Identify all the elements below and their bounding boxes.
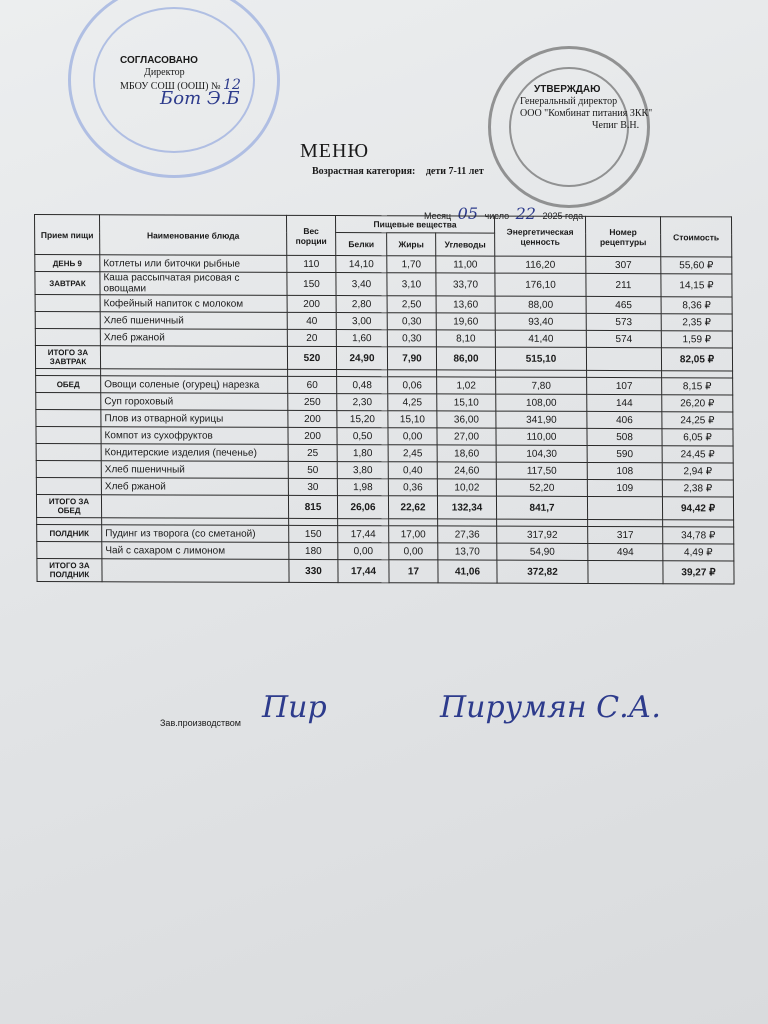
menu-table [34,214,735,584]
cost-cell: 8,36 ₽ [661,297,732,314]
protein-cell: 24,90 [336,347,387,370]
energy-cell: 116,20 [495,256,586,273]
table-total-row [37,559,734,584]
weight-cell: 520 [287,346,336,369]
carbs-cell: 24,60 [437,462,496,479]
table-total-row [35,346,732,371]
protein-cell: 2,30 [337,394,388,411]
approval-agreed-org: МБОУ СОШ (ООШ) № [120,81,221,92]
table-total-row [36,495,733,520]
approval-agreed-signature: Бот Э.Б [160,88,240,109]
meal-cell [36,427,101,444]
carbs-cell: 15,10 [437,394,496,411]
energy-cell: 108,00 [496,394,587,411]
meal-cell [36,444,101,461]
energy-cell: 54,90 [497,543,588,560]
fat-cell: 0,30 [387,313,436,330]
protein-cell: 0,48 [337,377,388,394]
recipe-cell: 109 [587,479,662,496]
approval-approved-org: ООО "Комбинат питания ЗКК" [520,108,653,119]
recipe-cell: 107 [587,377,662,394]
weight-cell: 180 [289,542,338,559]
protein-cell: 1,60 [336,330,387,347]
carbs-cell: 8,10 [436,330,495,347]
protein-cell: 26,06 [337,496,388,519]
energy-cell: 104,30 [496,445,587,462]
carbs-cell: 13,60 [436,296,495,313]
fat-cell: 17 [389,560,438,583]
weight-cell: 200 [287,295,336,312]
weight-cell: 40 [287,312,336,329]
age-category-value: дети 7-11 лет [425,166,484,177]
recipe-cell: 590 [587,445,662,462]
recipe-cell: 307 [586,256,661,273]
meal-cell [35,329,100,346]
energy-cell: 841,7 [496,496,587,519]
dish-cell: Хлеб ржаной [101,478,288,496]
menu-table-sheet [34,214,735,584]
document-title: МЕНЮ [300,140,369,162]
protein-cell: 1,98 [337,479,388,496]
recipe-cell: 494 [588,543,663,560]
dish-cell: Кондитерские изделия (печенье) [101,444,288,462]
cost-cell: 2,94 ₽ [662,463,733,480]
header-meal: Прием пищи [35,215,100,255]
carbs-cell: 27,36 [438,526,497,543]
carbs-cell: 18,60 [437,445,496,462]
signature-label: Зав.производством [160,718,241,728]
cost-cell: 14,15 ₽ [661,274,732,297]
cost-cell: 26,20 ₽ [662,395,733,412]
carbs-cell: 27,00 [437,428,496,445]
header-cost: Стоимость [660,217,731,257]
energy-cell: 515,10 [495,347,586,370]
carbs-cell: 11,00 [436,256,495,273]
cost-cell: 82,05 ₽ [661,348,732,371]
energy-cell: 110,00 [496,428,587,445]
approval-agreed-heading: СОГЛАСОВАНО [120,55,198,66]
approval-approved-block [520,84,652,132]
meal-cell [35,295,100,312]
month-label: Месяц [424,211,452,221]
cost-cell: 1,59 ₽ [661,331,732,348]
protein-cell: 0,00 [338,543,389,560]
carbs-cell: 1,02 [437,377,496,394]
fat-cell: 0,36 [388,479,437,496]
dish-cell [102,559,289,583]
protein-cell: 3,40 [336,273,387,296]
fat-cell: 2,50 [387,296,436,313]
weight-cell: 250 [288,393,337,410]
recipe-cell: 406 [587,411,662,428]
fat-cell: 0,00 [388,428,437,445]
recipe-cell [588,560,663,583]
energy-cell: 7,80 [496,377,587,394]
cost-cell: 4,49 ₽ [663,544,734,561]
energy-cell: 372,82 [497,560,588,583]
age-category [312,166,484,177]
fat-cell: 0,00 [389,543,438,560]
dish-cell: Овощи соленые (огурец) нарезка [101,376,288,394]
age-category-label: Возрастная категория: [312,166,416,177]
energy-cell: 41,40 [495,330,586,347]
fat-cell: 22,62 [388,496,437,519]
dish-cell: Хлеб пшеничный [100,312,287,330]
dish-cell: Хлеб ржаной [100,329,287,347]
energy-cell: 176,10 [495,273,586,296]
recipe-cell [586,347,661,370]
recipe-cell: 144 [587,394,662,411]
header-fat: Жиры [387,233,436,256]
dish-cell: Чай с сахаром с лимоном [102,542,289,560]
table-row [35,272,732,297]
cost-cell: 24,45 ₽ [662,446,733,463]
carbs-cell: 19,60 [436,313,495,330]
day-label: число [484,211,510,221]
approval-agreed-org-number: 12 [223,77,241,93]
meal-cell [37,542,102,559]
energy-cell: 93,40 [495,313,586,330]
dish-cell: Хлеб пшеничный [101,461,288,479]
protein-cell: 3,80 [337,462,388,479]
approval-approved-role: Генеральный директор [520,96,618,107]
weight-cell: 30 [288,478,337,495]
energy-cell: 88,00 [495,296,586,313]
approval-agreed-role: Директор [144,67,185,78]
cost-cell: 55,60 ₽ [661,257,732,274]
approval-agreed-block [120,55,241,109]
cost-cell: 94,42 ₽ [662,497,733,520]
protein-cell: 17,44 [338,560,389,583]
protein-cell: 2,80 [336,296,387,313]
carbs-cell: 132,34 [437,496,496,519]
fat-cell: 0,30 [387,330,436,347]
fat-cell: 3,10 [387,273,436,296]
recipe-cell: 573 [586,313,661,330]
header-dish: Наименование блюда [100,215,287,256]
signature-mark: Пир [262,690,327,725]
fat-cell: 17,00 [389,526,438,543]
header-protein: Белки [336,233,387,256]
recipe-cell: 465 [586,296,661,313]
fat-cell: 4,25 [388,394,437,411]
dish-cell: Каша рассыпчатая рисовая с овощами [100,272,287,296]
dish-cell [100,346,287,370]
energy-cell: 341,90 [496,411,587,428]
cost-cell: 2,35 ₽ [661,314,732,331]
header-nutrients: Пищевые вещества [335,216,494,234]
cost-cell: 6,05 ₽ [662,429,733,446]
recipe-cell: 211 [586,273,661,296]
recipe-cell: 108 [587,462,662,479]
year-value: 2025 года [542,211,584,221]
cost-cell: 34,78 ₽ [663,527,734,544]
cost-cell: 39,27 ₽ [663,561,734,584]
energy-cell: 52,20 [496,479,587,496]
meal-cell: ИТОГО ЗА ОБЕД [36,495,101,518]
meal-cell: ПОЛДНИК [37,525,102,542]
weight-cell: 25 [288,444,337,461]
dish-cell: Плов из отварной курицы [101,410,288,428]
carbs-cell: 10,02 [437,479,496,496]
carbs-cell: 33,70 [436,273,495,296]
meal-cell [35,312,100,329]
protein-cell: 15,20 [337,411,388,428]
weight-cell: 815 [288,495,337,518]
recipe-cell: 508 [587,428,662,445]
fat-cell: 0,06 [388,377,437,394]
cost-cell: 2,38 ₽ [662,480,733,497]
menu-table-body [35,255,734,584]
carbs-cell: 36,00 [437,411,496,428]
cost-cell: 24,25 ₽ [662,412,733,429]
protein-cell: 17,44 [338,526,389,543]
fat-cell: 2,45 [388,445,437,462]
recipe-cell: 317 [588,526,663,543]
energy-cell: 117,50 [496,462,587,479]
carbs-cell: 86,00 [436,347,495,370]
header-energy: Энергетическая ценность [494,216,585,256]
protein-cell: 1,80 [337,445,388,462]
weight-cell: 50 [288,461,337,478]
protein-cell: 0,50 [337,428,388,445]
carbs-cell: 13,70 [438,543,497,560]
header-carbs: Углеводы [436,233,495,256]
fat-cell: 15,10 [388,411,437,428]
meal-cell: ОБЕД [36,376,101,393]
fat-cell: 1,70 [387,256,436,273]
meal-cell [36,461,101,478]
day-value: 22 [515,204,536,223]
weight-cell: 60 [288,376,337,393]
weight-cell: 200 [288,427,337,444]
weight-cell: 150 [289,525,338,542]
month-value: 05 [457,204,479,223]
approval-approved-name: Чепиг В.Н. [592,120,640,131]
header-recipe: Номер рецептуры [585,216,660,256]
fat-cell: 7,90 [387,347,436,370]
meal-cell: ИТОГО ЗА ПОЛДНИК [37,559,102,582]
signature-name: Пирумян С.А. [440,690,661,725]
meal-cell [36,410,101,427]
meal-cell: ЗАВТРАК [35,272,100,295]
weight-cell: 20 [287,329,336,346]
recipe-cell: 574 [586,330,661,347]
meal-cell [36,393,101,410]
protein-cell: 3,00 [336,313,387,330]
header-weight: Вес порции [286,215,335,255]
approval-approved-heading: УТВЕРЖДАЮ [534,84,601,95]
dish-cell: Суп гороховый [101,393,288,411]
meal-cell: ИТОГО ЗА ЗАВТРАК [35,346,100,369]
meal-cell: ДЕНЬ 9 [35,255,100,272]
weight-cell: 330 [289,559,338,582]
fat-cell: 0,40 [388,462,437,479]
dish-cell [101,495,288,519]
carbs-cell: 41,06 [438,560,497,583]
dish-cell: Кофейный напиток с молоком [100,295,287,313]
weight-cell: 200 [288,410,337,427]
meal-cell [36,478,101,495]
cost-cell: 8,15 ₽ [662,378,733,395]
energy-cell: 317,92 [497,526,588,543]
protein-cell: 14,10 [336,256,387,273]
recipe-cell [587,496,662,519]
dish-cell: Пудинг из творога (со сметаной) [102,525,289,543]
weight-cell: 150 [287,272,336,295]
dish-cell: Котлеты или биточки рыбные [100,255,287,273]
weight-cell: 110 [287,255,336,272]
dish-cell: Компот из сухофруктов [101,427,288,445]
